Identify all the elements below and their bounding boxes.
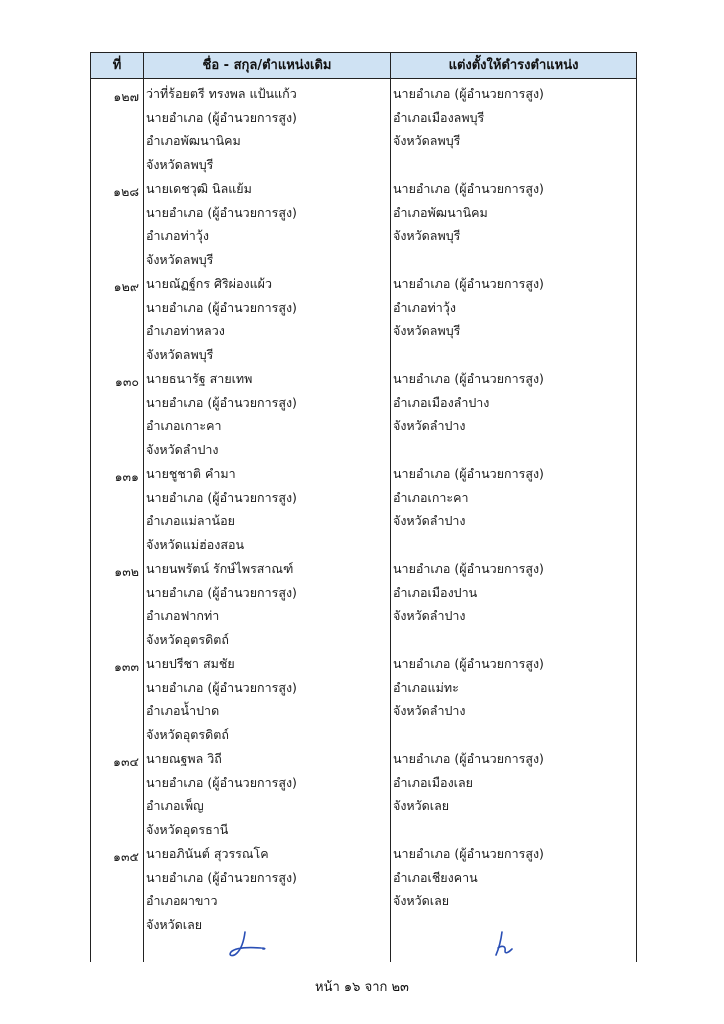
appointment-table	[90, 52, 637, 962]
old-position-cell	[146, 367, 388, 461]
new-position-line: นายอำเภอ (ผู้อำนวยการสูง)	[393, 751, 544, 766]
old-position-line: นายอำเภอ (ผู้อำนวยการสูง)	[146, 299, 297, 315]
new-position-line: อำเภอเมืองเลย	[393, 774, 473, 790]
table-body	[91, 79, 636, 934]
person-name: นายนพรัตน์ รักษ์ไพรสาณฑ์	[146, 561, 294, 576]
old-position-line: จังหวัดลพบุรี	[146, 156, 214, 172]
old-position-cell	[146, 82, 388, 176]
old-position-line: จังหวัดอุตรดิตถ์	[146, 631, 229, 647]
old-position-line: อำเภอเกาะคา	[146, 418, 222, 433]
person-name: ว่าที่ร้อยตรี ทรงพล แป้นแก้ว	[146, 86, 297, 101]
new-position-line: อำเภอเกาะคา	[393, 489, 469, 505]
new-position-line: อำเภอแม่ทะ	[393, 679, 459, 695]
signature-left	[225, 928, 269, 964]
old-position-line: นายอำเภอ (ผู้อำนวยการสูง)	[146, 489, 297, 505]
new-position-cell	[393, 367, 635, 438]
new-position-line: จังหวัดลำปาง	[393, 703, 466, 718]
old-position-line: จังหวัดแม่ฮ่องสอน	[146, 536, 245, 552]
new-position-line: จังหวัดลพบุรี	[393, 133, 461, 148]
person-name: นายณฐพล วิถี	[146, 751, 222, 766]
header-number: ที่	[112, 58, 122, 73]
new-position-cell	[393, 82, 635, 153]
row-number: ๑๒๗	[113, 89, 139, 104]
old-position-cell	[146, 462, 388, 556]
old-position-line: อำเภอฟากท่า	[146, 608, 220, 623]
table-row	[91, 554, 636, 649]
person-name: นายธนารัฐ สายเทพ	[146, 371, 253, 386]
old-position-line: นายอำเภอ (ผู้อำนวยการสูง)	[146, 204, 297, 220]
old-position-line: นายอำเภอ (ผู้อำนวยการสูง)	[146, 774, 297, 790]
old-position-line: อำเภอท่าวุ้ง	[146, 228, 209, 243]
new-position-cell	[393, 842, 635, 913]
table-row	[91, 79, 636, 174]
old-position-cell	[146, 747, 388, 841]
old-position-line: จังหวัดอุดรธานี	[146, 821, 229, 837]
person-name: นายอภินันต์ สุวรรณโค	[146, 846, 269, 861]
signature-right	[493, 930, 519, 962]
old-position-cell	[146, 557, 388, 651]
old-position-line: อำเภอน้ำปาด	[146, 703, 220, 718]
new-position-line: นายอำเภอ (ผู้อำนวยการสูง)	[393, 656, 544, 671]
new-position-line: นายอำเภอ (ผู้อำนวยการสูง)	[393, 86, 544, 101]
person-name: นายปรีชา สมชัย	[146, 656, 235, 671]
person-name: นายชูชาติ คำมา	[146, 466, 236, 481]
row-number: ๑๓๒	[114, 564, 139, 579]
old-position-cell	[146, 652, 388, 746]
new-position-line: จังหวัดเลย	[393, 798, 450, 813]
table-row	[91, 174, 636, 269]
new-position-line: จังหวัดเลย	[393, 893, 450, 908]
old-position-line: นายอำเภอ (ผู้อำนวยการสูง)	[146, 584, 297, 600]
new-position-cell	[393, 652, 635, 723]
new-position-cell	[393, 462, 635, 533]
table-row	[91, 459, 636, 554]
new-position-cell	[393, 177, 635, 248]
table-row	[91, 364, 636, 459]
new-position-cell	[393, 747, 635, 818]
old-position-line: จังหวัดเลย	[146, 916, 203, 932]
old-position-line: อำเภอผาขาว	[146, 893, 218, 908]
new-position-line: อำเภอเมืองปาน	[393, 584, 478, 600]
old-position-line: อำเภอพัฒนานิคม	[146, 133, 241, 148]
row-number: ๑๓๔	[113, 754, 139, 769]
old-position-line: จังหวัดลพบุรี	[146, 346, 214, 362]
new-position-cell	[393, 272, 635, 343]
person-name: นายณัฏฐ์กร ศิริผ่องแผ้ว	[146, 276, 273, 291]
new-position-line: นายอำเภอ (ผู้อำนวยการสูง)	[393, 181, 544, 196]
new-position-line: จังหวัดลพบุรี	[393, 228, 461, 243]
table-row	[91, 649, 636, 744]
new-position-line: จังหวัดลพบุรี	[393, 323, 461, 338]
new-position-line: นายอำเภอ (ผู้อำนวยการสูง)	[393, 561, 544, 576]
old-position-line: จังหวัดอุตรดิตถ์	[146, 726, 229, 742]
table-row	[91, 744, 636, 839]
new-position-line: นายอำเภอ (ผู้อำนวยการสูง)	[393, 846, 544, 861]
person-name: นายเดชวุฒิ นิลแย้ม	[146, 181, 252, 196]
old-position-line: นายอำเภอ (ผู้อำนวยการสูง)	[146, 394, 297, 410]
new-position-line: อำเภอพัฒนานิคม	[393, 204, 488, 220]
header-name-old-position: ชื่อ - สกุล/ตำแหน่งเดิม	[202, 58, 332, 73]
new-position-line: จังหวัดลำปาง	[393, 608, 466, 623]
old-position-cell	[146, 842, 388, 936]
old-position-line: อำเภอท่าหลวง	[146, 323, 225, 338]
new-position-line: อำเภอเมืองลำปาง	[393, 394, 490, 410]
old-position-line: จังหวัดลำปาง	[146, 441, 219, 457]
old-position-cell	[146, 177, 388, 271]
new-position-line: อำเภอเชียงคาน	[393, 869, 478, 885]
row-number: ๑๓๑	[114, 469, 139, 484]
header-new-position: แต่งตั้งให้ดำรงตำแหน่ง	[448, 58, 579, 73]
row-number: ๑๓๐	[114, 374, 139, 389]
new-position-line: อำเภอเมืองลพบุรี	[393, 109, 485, 125]
row-number: ๑๓๓	[113, 659, 139, 674]
old-position-line: อำเภอแม่ลาน้อย	[146, 513, 235, 528]
table-row	[91, 269, 636, 364]
new-position-line: จังหวัดลำปาง	[393, 513, 466, 528]
new-position-line: นายอำเภอ (ผู้อำนวยการสูง)	[393, 276, 544, 291]
old-position-line: นายอำเภอ (ผู้อำนวยการสูง)	[146, 109, 297, 125]
table-row	[91, 839, 636, 934]
old-position-line: อำเภอเพ็ญ	[146, 798, 204, 813]
old-position-line: นายอำเภอ (ผู้อำนวยการสูง)	[146, 869, 297, 885]
page-number: หน้า ๑๖ จาก ๒๓	[315, 980, 409, 995]
old-position-cell	[146, 272, 388, 366]
old-position-line: จังหวัดลพบุรี	[146, 251, 214, 267]
row-number: ๑๒๘	[113, 184, 139, 199]
row-number: ๑๓๕	[113, 849, 139, 864]
new-position-line: จังหวัดลำปาง	[393, 418, 466, 433]
old-position-line: นายอำเภอ (ผู้อำนวยการสูง)	[146, 679, 297, 695]
new-position-line: นายอำเภอ (ผู้อำนวยการสูง)	[393, 371, 544, 386]
new-position-line: นายอำเภอ (ผู้อำนวยการสูง)	[393, 466, 544, 481]
new-position-line: อำเภอท่าวุ้ง	[393, 299, 456, 315]
row-number: ๑๒๙	[113, 279, 139, 294]
table-header	[91, 53, 636, 79]
new-position-cell	[393, 557, 635, 628]
